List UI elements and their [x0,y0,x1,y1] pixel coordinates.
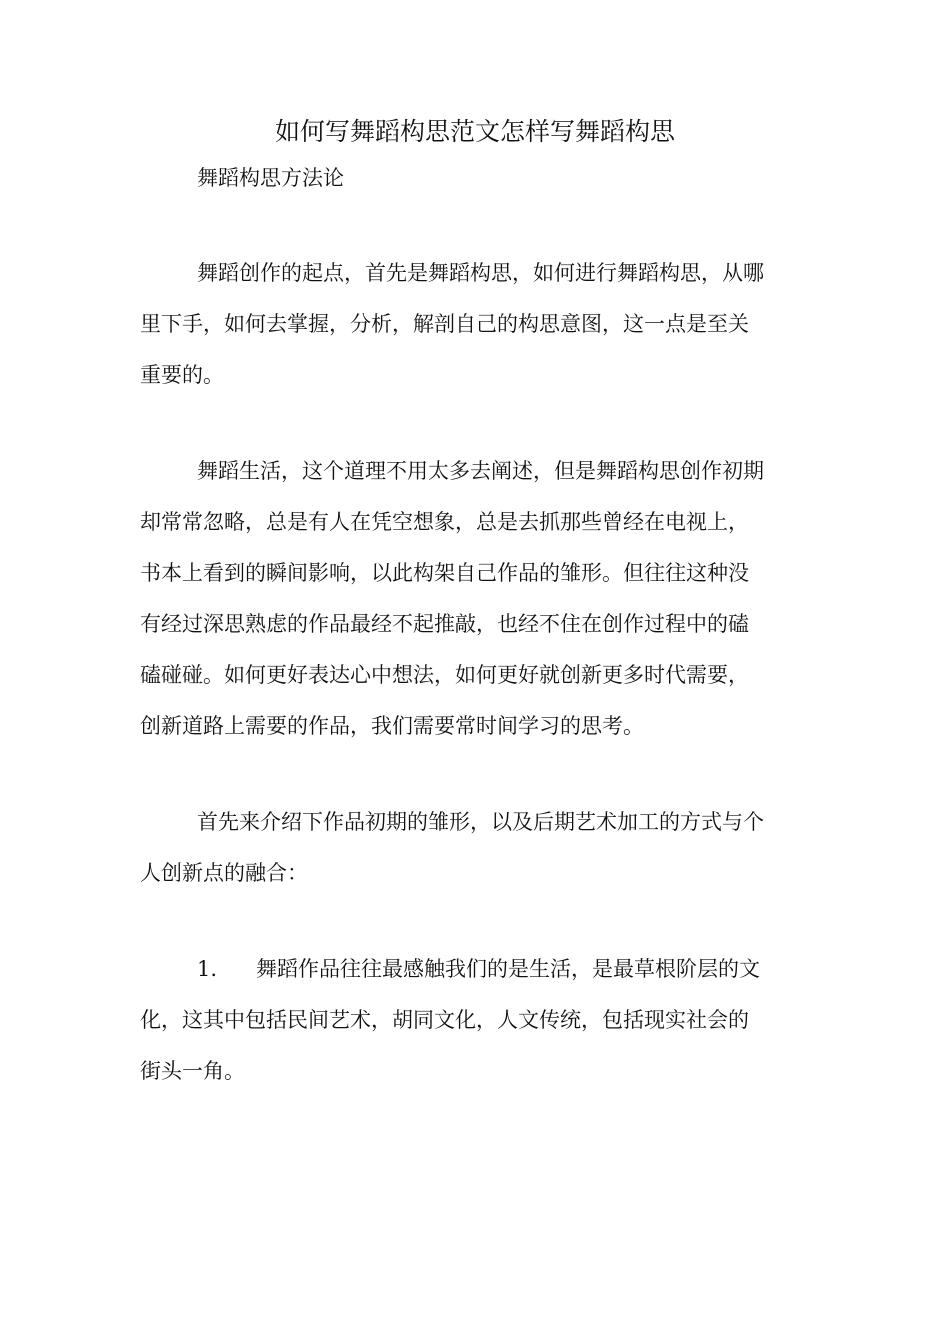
paragraph-3 [140,797,820,899]
item-number: 1. [197,957,218,981]
paragraph-line: 有经过深思熟虑的作品最经不起推敲，也经不住在创作过程中的磕 [140,612,749,636]
paragraph-line: 重要的。 [140,363,224,387]
document-title: 如何写舞蹈构思范文怎样写舞蹈构思 [274,117,675,146]
paragraph-1 [140,248,820,401]
numbered-item-1 [140,944,820,1097]
document-subtitle: 舞蹈构思方法论 [197,166,344,190]
paragraph-line: 书本上看到的瞬间影响，以此构架自己作品的雏形。但往往这种没 [140,561,749,585]
paragraph-line: 舞蹈作品往往最感触我们的是生活，是最草根阶层的文 [256,957,760,981]
paragraph-line: 里下手，如何去掌握，分析，解剖自己的构思意图，这一点是至关 [140,312,749,336]
paragraph-line: 街头一角。 [140,1059,245,1083]
numbered-item-first-line [140,944,820,995]
paragraph-line: 创新道路上需要的作品，我们需要常时间学习的思考。 [140,714,644,738]
paragraph-line: 舞蹈创作的起点，首先是舞蹈构思，如何进行舞蹈构思，从哪 [197,261,764,285]
paragraph-line: 却常常忽略，总是有人在凭空想象，总是去抓那些曾经在电视上， [140,510,749,534]
paragraph-line: 人创新点的融合： [140,861,308,885]
paragraph-2 [140,446,820,752]
paragraph-line: 舞蹈生活，这个道理不用太多去阐述，但是舞蹈构思创作初期 [197,459,764,483]
paragraph-line: 磕碰碰。如何更好表达心中想法，如何更好就创新更多时代需要， [140,663,749,687]
paragraph-line: 首先来介绍下作品初期的雏形，以及后期艺术加工的方式与个 [197,810,764,834]
paragraph-line: 化，这其中包括民间艺术，胡同文化，人文传统，包括现实社会的 [140,1008,749,1032]
